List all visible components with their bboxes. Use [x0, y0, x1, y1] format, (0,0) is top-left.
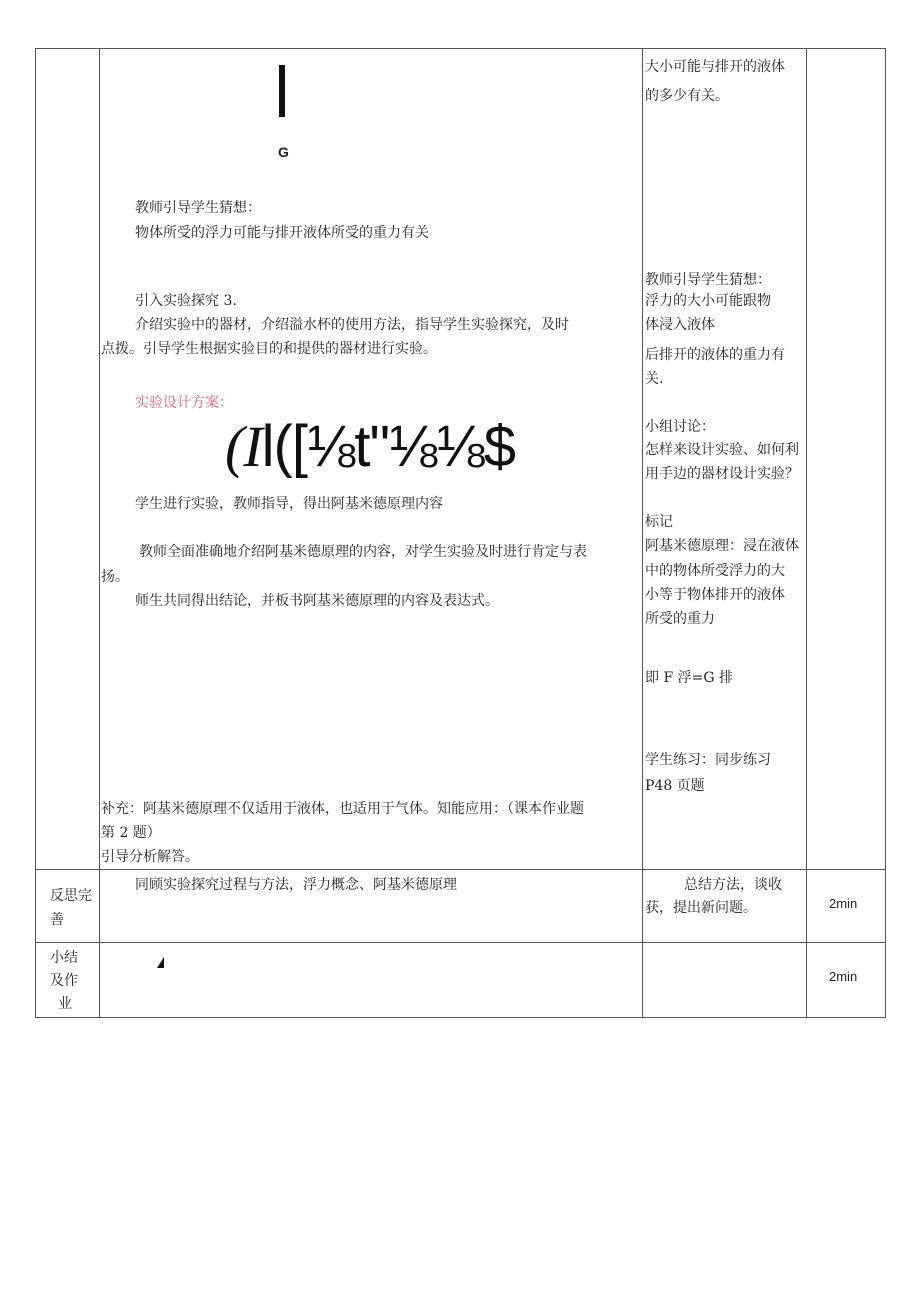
student-col-line-1: 大小可能与排开的液体 [645, 59, 785, 75]
student-guess-line-2: 体浸入液体 [645, 317, 715, 333]
teacher-intro-line-1: 教师全面准确地介绍阿基米德原理的内容，对学生实验及时进行肯定与表 [139, 544, 587, 560]
reflect-content: 同顾实验探究过程与方法，浮力概念、阿基米德原理 [135, 877, 457, 893]
student-col-line-2: 的多少有关。 [645, 88, 729, 104]
principle-line-3: 小等于物体排开的液体 [645, 587, 785, 603]
practice-line-2: P48 页题 [645, 778, 705, 794]
guide-answer: 引导分析解答。 [101, 849, 199, 865]
table-border-bottom [35, 1017, 886, 1018]
experiment-desc-line-1: 介绍实验中的器材，介绍溢水杯的使用方法，指导学生实验探究，及时 [135, 317, 569, 333]
experiment-intro: 引入实验探究 3. [135, 293, 237, 309]
conclusion: 师生共同得出结论，并板书阿基米德原理的内容及表达式。 [135, 593, 499, 609]
teacher-intro-line-2: 扬。 [101, 569, 129, 585]
supplement-line-1: 补充：阿基米德原理不仅适用于液体，也适用于气体。知能应用：（课本作业题 [101, 801, 584, 817]
student-guess-line-4: 关. [645, 371, 664, 387]
triangle-mark-icon [157, 957, 164, 968]
principle-line-1: 阿基米德原理：浸在液体 [645, 538, 799, 554]
reflect-student-line-2: 获，提出新问题。 [645, 900, 757, 916]
student-experiment: 学生进行实验，教师指导，得出阿基米德原理内容 [135, 496, 443, 512]
reflect-label-line-2: 善 [50, 912, 64, 928]
experiment-desc-line-2: 点拨。引导学生根据实验目的和提供的器材进行实验。 [101, 341, 437, 357]
principle-line-2: 中的物体所受浮力的大 [645, 563, 785, 579]
table-border-left [35, 48, 36, 1018]
glyph-g: G [278, 144, 289, 160]
student-guess-label: 教师引导学生猜想： [645, 272, 771, 288]
principle-line-4: 所受的重力 [645, 611, 715, 627]
row-divider-2 [35, 942, 886, 943]
table-border-right [885, 48, 886, 1018]
guess-intro: 教师引导学生猜想： [135, 200, 261, 216]
student-guess-line-3: 后排开的液体的重力有 [645, 347, 785, 363]
student-guess-line-1: 浮力的大小可能跟物 [645, 293, 771, 309]
discuss-label: 小组讨论： [645, 419, 715, 435]
summary-label-line-1: 小结 [50, 950, 78, 966]
garbled-formula-text: l([⅛t"⅛⅛$ [261, 414, 516, 479]
discuss-line-1: 怎样来设计实验、如何利 [645, 442, 799, 458]
mark-label: 标记 [645, 514, 673, 530]
formula: 即 F 浮=G 排 [645, 670, 733, 686]
table-border-top [35, 48, 886, 49]
practice-line-1: 学生练习：同步练习 [645, 752, 771, 768]
summary-label-line-2: 及作 [50, 973, 78, 989]
row-divider-1 [35, 869, 886, 870]
reflect-label-line-1: 反思完 [50, 888, 92, 904]
reflect-student-line-1: 总结方法，谈收 [684, 877, 782, 893]
garbled-formula [225, 412, 515, 482]
design-label: 实验设计方案： [135, 395, 233, 411]
column-divider-2 [642, 48, 643, 1018]
summary-label-line-3: 业 [58, 996, 72, 1012]
guess-text: 物体所受的浮力可能与排开液体所受的重力有关 [135, 225, 429, 241]
column-divider-1 [99, 48, 100, 1018]
discuss-line-2: 用手边的器材设计实验？ [645, 466, 799, 482]
vertical-bar-glyph [279, 65, 285, 117]
summary-time: 2min [829, 969, 858, 984]
supplement-line-2: 第 2 题） [101, 825, 161, 841]
reflect-time: 2min [829, 896, 858, 911]
garbled-formula-prefix: (I [225, 414, 262, 479]
column-divider-3 [806, 48, 807, 1018]
